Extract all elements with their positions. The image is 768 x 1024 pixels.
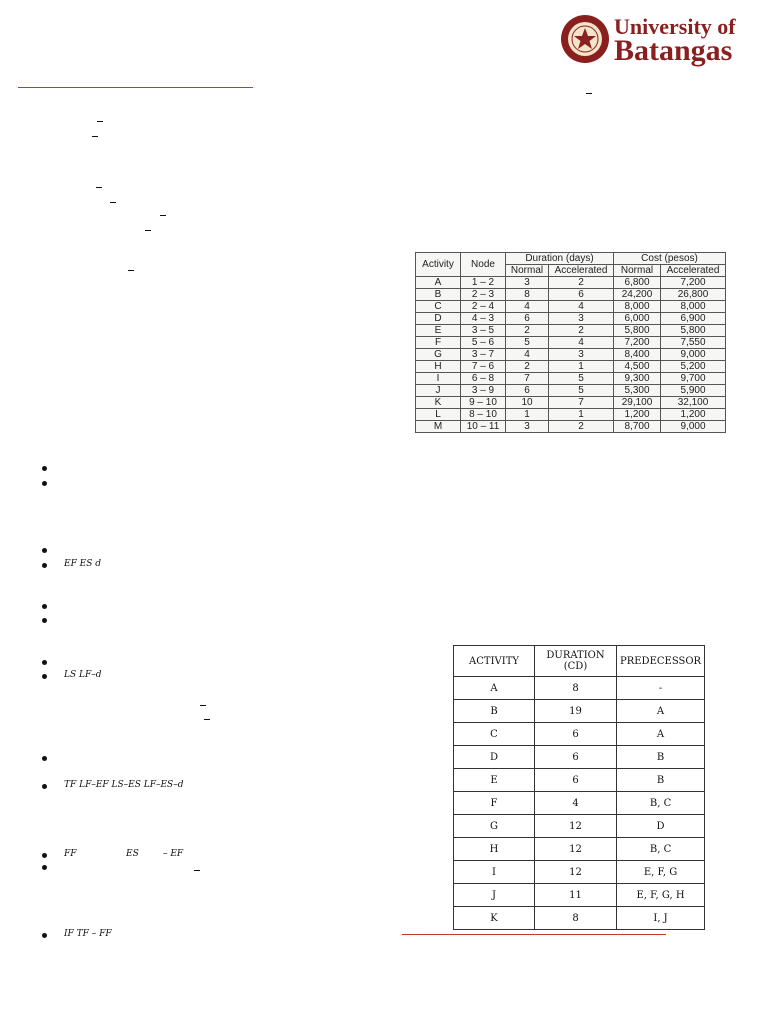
table-cell-node: 10 – 11 bbox=[461, 421, 506, 433]
table-cell-node: 7 – 6 bbox=[461, 361, 506, 373]
table-row bbox=[416, 349, 726, 361]
table-cell-dur-acc: 3 bbox=[549, 313, 614, 325]
table-cell-node: 4 – 3 bbox=[461, 313, 506, 325]
table-cell-node: 5 – 6 bbox=[461, 337, 506, 349]
col-header-duration bbox=[535, 646, 617, 677]
col-header-duration: Duration (days) bbox=[506, 253, 614, 265]
table-cell-dur-normal: 5 bbox=[506, 337, 549, 349]
table-cell-node: 2 – 4 bbox=[461, 301, 506, 313]
table-cell-activity: H bbox=[416, 361, 461, 373]
bullet bbox=[42, 933, 47, 938]
table-cell-dur-acc: 5 bbox=[549, 385, 614, 397]
dash-mark bbox=[160, 215, 166, 216]
table-cell-activity: H bbox=[454, 838, 535, 861]
table-cell-cost-acc: 7,200 bbox=[661, 277, 726, 289]
table-cell-duration: 12 bbox=[535, 815, 617, 838]
col-header-node: Node bbox=[461, 253, 506, 277]
table-cell-node: 2 – 3 bbox=[461, 289, 506, 301]
table-row bbox=[454, 746, 705, 769]
table-cell-activity: B bbox=[416, 289, 461, 301]
formula-free-float-b: ES bbox=[126, 849, 139, 859]
table-row bbox=[416, 373, 726, 385]
col-header-accelerated: Accelerated bbox=[549, 265, 614, 277]
table-cell-cost-normal: 5,800 bbox=[614, 325, 661, 337]
table-cell-cost-acc: 8,000 bbox=[661, 301, 726, 313]
table-cell-predecessor: B, C bbox=[617, 792, 705, 815]
table-row bbox=[416, 289, 726, 301]
table-row bbox=[416, 361, 726, 373]
table-row bbox=[416, 277, 726, 289]
table-cell-predecessor: A bbox=[617, 723, 705, 746]
table-cell-activity: E bbox=[416, 325, 461, 337]
table-cell-activity: F bbox=[416, 337, 461, 349]
table-cell-node: 9 – 10 bbox=[461, 397, 506, 409]
dash-mark bbox=[145, 230, 151, 231]
table-cell-activity: G bbox=[416, 349, 461, 361]
table-cell-dur-normal: 1 bbox=[506, 409, 549, 421]
table-cell-cost-acc: 9,000 bbox=[661, 421, 726, 433]
table-cell-dur-acc: 2 bbox=[549, 421, 614, 433]
table-row bbox=[416, 325, 726, 337]
table-cell-cost-acc: 26,800 bbox=[661, 289, 726, 301]
dash-mark bbox=[204, 719, 210, 720]
dash-mark bbox=[200, 705, 206, 706]
col-header-predecessor: PREDECESSOR bbox=[617, 646, 705, 677]
table-cell-dur-normal: 3 bbox=[506, 421, 549, 433]
table-cell-dur-normal: 2 bbox=[506, 325, 549, 337]
table-cell-dur-acc: 6 bbox=[549, 289, 614, 301]
table-cell-activity: E bbox=[454, 769, 535, 792]
bullet bbox=[42, 481, 47, 486]
table-cell-node: 1 – 2 bbox=[461, 277, 506, 289]
table-cell-activity: F bbox=[454, 792, 535, 815]
table-cell-cost-normal: 9,300 bbox=[614, 373, 661, 385]
table-row bbox=[454, 723, 705, 746]
table-row bbox=[454, 677, 705, 700]
table-cell-dur-acc: 2 bbox=[549, 325, 614, 337]
col-header-cost: Cost (pesos) bbox=[614, 253, 726, 265]
table-row bbox=[416, 301, 726, 313]
table-row bbox=[454, 907, 705, 930]
bullet bbox=[42, 674, 47, 679]
table-cell-cost-acc: 9,000 bbox=[661, 349, 726, 361]
university-name-line2: Batangas bbox=[614, 34, 733, 67]
table-cell-dur-normal: 8 bbox=[506, 289, 549, 301]
table-cell-cost-normal: 8,400 bbox=[614, 349, 661, 361]
dash-mark bbox=[92, 136, 98, 137]
table-cell-duration: 19 bbox=[535, 700, 617, 723]
table-cell-node: 6 – 8 bbox=[461, 373, 506, 385]
table-cell-cost-normal: 29,100 bbox=[614, 397, 661, 409]
table-cell-dur-normal: 3 bbox=[506, 277, 549, 289]
table-cell-duration: 6 bbox=[535, 723, 617, 746]
table-cell-cost-normal: 5,300 bbox=[614, 385, 661, 397]
table-cell-cost-normal: 4,500 bbox=[614, 361, 661, 373]
table-cell-dur-normal: 7 bbox=[506, 373, 549, 385]
table-cell-predecessor: D bbox=[617, 815, 705, 838]
table-cell-cost-acc: 1,200 bbox=[661, 409, 726, 421]
table-cell-cost-acc: 7,550 bbox=[661, 337, 726, 349]
formula-total-float: TF LF–EF LS–ES LF–ES–d bbox=[64, 780, 184, 790]
table-cell-duration: 4 bbox=[535, 792, 617, 815]
table-cell-duration: 12 bbox=[535, 838, 617, 861]
formula-free-float-c: – EF bbox=[163, 849, 184, 859]
table-cell-dur-acc: 4 bbox=[549, 337, 614, 349]
table-cell-cost-normal: 8,000 bbox=[614, 301, 661, 313]
bullet bbox=[42, 618, 47, 623]
bullet bbox=[42, 563, 47, 568]
table-cell-cost-acc: 5,200 bbox=[661, 361, 726, 373]
table-cell-cost-acc: 9,700 bbox=[661, 373, 726, 385]
formula-free-float-a: FF bbox=[64, 849, 77, 859]
table-cell-activity: B bbox=[454, 700, 535, 723]
duration-header-line2: (CD) bbox=[563, 661, 588, 672]
table-cell-dur-normal: 10 bbox=[506, 397, 549, 409]
table-cell-cost-acc: 5,900 bbox=[661, 385, 726, 397]
table-cell-dur-acc: 3 bbox=[549, 349, 614, 361]
col-header-normal: Normal bbox=[614, 265, 661, 277]
bullet bbox=[42, 660, 47, 665]
table-cell-duration: 6 bbox=[535, 746, 617, 769]
table-cell-predecessor: A bbox=[617, 700, 705, 723]
activity-predecessor-table bbox=[453, 645, 705, 930]
table-cell-dur-normal: 4 bbox=[506, 301, 549, 313]
table-row bbox=[416, 337, 726, 349]
bullet bbox=[42, 604, 47, 609]
table-cell-dur-normal: 4 bbox=[506, 349, 549, 361]
table-cell-node: 3 – 5 bbox=[461, 325, 506, 337]
table-cell-dur-acc: 1 bbox=[549, 361, 614, 373]
table-row bbox=[416, 385, 726, 397]
table-cell-activity: D bbox=[416, 313, 461, 325]
table-cell-activity: A bbox=[454, 677, 535, 700]
table-row bbox=[454, 838, 705, 861]
dash-mark bbox=[97, 121, 103, 122]
header-divider bbox=[18, 87, 253, 88]
formula-late-start: LS LF–d bbox=[64, 670, 102, 680]
dash-mark bbox=[586, 93, 592, 94]
col-header-normal: Normal bbox=[506, 265, 549, 277]
bullet bbox=[42, 548, 47, 553]
table-row bbox=[454, 884, 705, 907]
table-cell-dur-acc: 2 bbox=[549, 277, 614, 289]
bullet bbox=[42, 466, 47, 471]
table-cell-duration: 12 bbox=[535, 861, 617, 884]
table-cell-cost-normal: 6,000 bbox=[614, 313, 661, 325]
university-logo bbox=[560, 14, 735, 72]
col-header-activity: Activity bbox=[416, 253, 461, 277]
table-row bbox=[454, 815, 705, 838]
bullet bbox=[42, 853, 47, 858]
bullet bbox=[42, 784, 47, 789]
table-cell-predecessor: B bbox=[617, 769, 705, 792]
table-cell-activity: J bbox=[416, 385, 461, 397]
table-row bbox=[454, 769, 705, 792]
table-cell-duration: 8 bbox=[535, 907, 617, 930]
table-cell-activity: A bbox=[416, 277, 461, 289]
footer-divider bbox=[402, 934, 666, 935]
table-cell-dur-acc: 5 bbox=[549, 373, 614, 385]
table-cell-predecessor: - bbox=[617, 677, 705, 700]
table-cell-dur-acc: 7 bbox=[549, 397, 614, 409]
table-cell-cost-normal: 6,800 bbox=[614, 277, 661, 289]
table-cell-activity: J bbox=[454, 884, 535, 907]
table-row bbox=[416, 397, 726, 409]
dash-mark bbox=[110, 202, 116, 203]
dash-mark bbox=[194, 870, 200, 871]
table-cell-cost-normal: 24,200 bbox=[614, 289, 661, 301]
table-cell-activity: M bbox=[416, 421, 461, 433]
table-cell-predecessor: I, J bbox=[617, 907, 705, 930]
table-row bbox=[454, 861, 705, 884]
table-cell-cost-normal: 1,200 bbox=[614, 409, 661, 421]
table-cell-activity: C bbox=[454, 723, 535, 746]
table-cell-node: 8 – 10 bbox=[461, 409, 506, 421]
table-cell-predecessor: E, F, G, H bbox=[617, 884, 705, 907]
table-cell-duration: 11 bbox=[535, 884, 617, 907]
table-cell-dur-normal: 2 bbox=[506, 361, 549, 373]
table-cell-activity: D bbox=[454, 746, 535, 769]
table-cell-duration: 8 bbox=[535, 677, 617, 700]
table-cell-cost-acc: 32,100 bbox=[661, 397, 726, 409]
crash-cost-table bbox=[415, 252, 726, 433]
university-name-line1: University of bbox=[614, 14, 736, 39]
col-header-activity: ACTIVITY bbox=[454, 646, 535, 677]
formula-early-finish: EF ES d bbox=[64, 559, 102, 569]
table-row bbox=[416, 313, 726, 325]
table-row bbox=[454, 700, 705, 723]
table-row bbox=[416, 421, 726, 433]
bullet bbox=[42, 865, 47, 870]
bullet bbox=[42, 756, 47, 761]
table-cell-activity: L bbox=[416, 409, 461, 421]
table-cell-cost-normal: 7,200 bbox=[614, 337, 661, 349]
table-cell-duration: 6 bbox=[535, 769, 617, 792]
table-cell-activity: C bbox=[416, 301, 461, 313]
table-row bbox=[454, 792, 705, 815]
table-cell-activity: G bbox=[454, 815, 535, 838]
table-cell-dur-normal: 6 bbox=[506, 313, 549, 325]
dash-mark bbox=[128, 270, 134, 271]
table-cell-activity: K bbox=[416, 397, 461, 409]
table-cell-node: 3 – 9 bbox=[461, 385, 506, 397]
dash-mark bbox=[96, 187, 102, 188]
table-cell-cost-normal: 8,700 bbox=[614, 421, 661, 433]
duration-header-line1: DURATION bbox=[546, 650, 605, 661]
table-cell-activity: I bbox=[416, 373, 461, 385]
university-seal-icon bbox=[560, 14, 610, 64]
table-cell-dur-acc: 1 bbox=[549, 409, 614, 421]
table-cell-dur-normal: 6 bbox=[506, 385, 549, 397]
table-cell-activity: I bbox=[454, 861, 535, 884]
table-row bbox=[416, 409, 726, 421]
table-cell-cost-acc: 5,800 bbox=[661, 325, 726, 337]
table-cell-node: 3 – 7 bbox=[461, 349, 506, 361]
table-cell-dur-acc: 4 bbox=[549, 301, 614, 313]
formula-independent-float: IF TF – FF bbox=[64, 929, 112, 939]
table-cell-predecessor: B bbox=[617, 746, 705, 769]
table-cell-predecessor: E, F, G bbox=[617, 861, 705, 884]
table-cell-predecessor: B, C bbox=[617, 838, 705, 861]
col-header-accelerated: Accelerated bbox=[661, 265, 726, 277]
table-cell-activity: K bbox=[454, 907, 535, 930]
table-cell-cost-acc: 6,900 bbox=[661, 313, 726, 325]
